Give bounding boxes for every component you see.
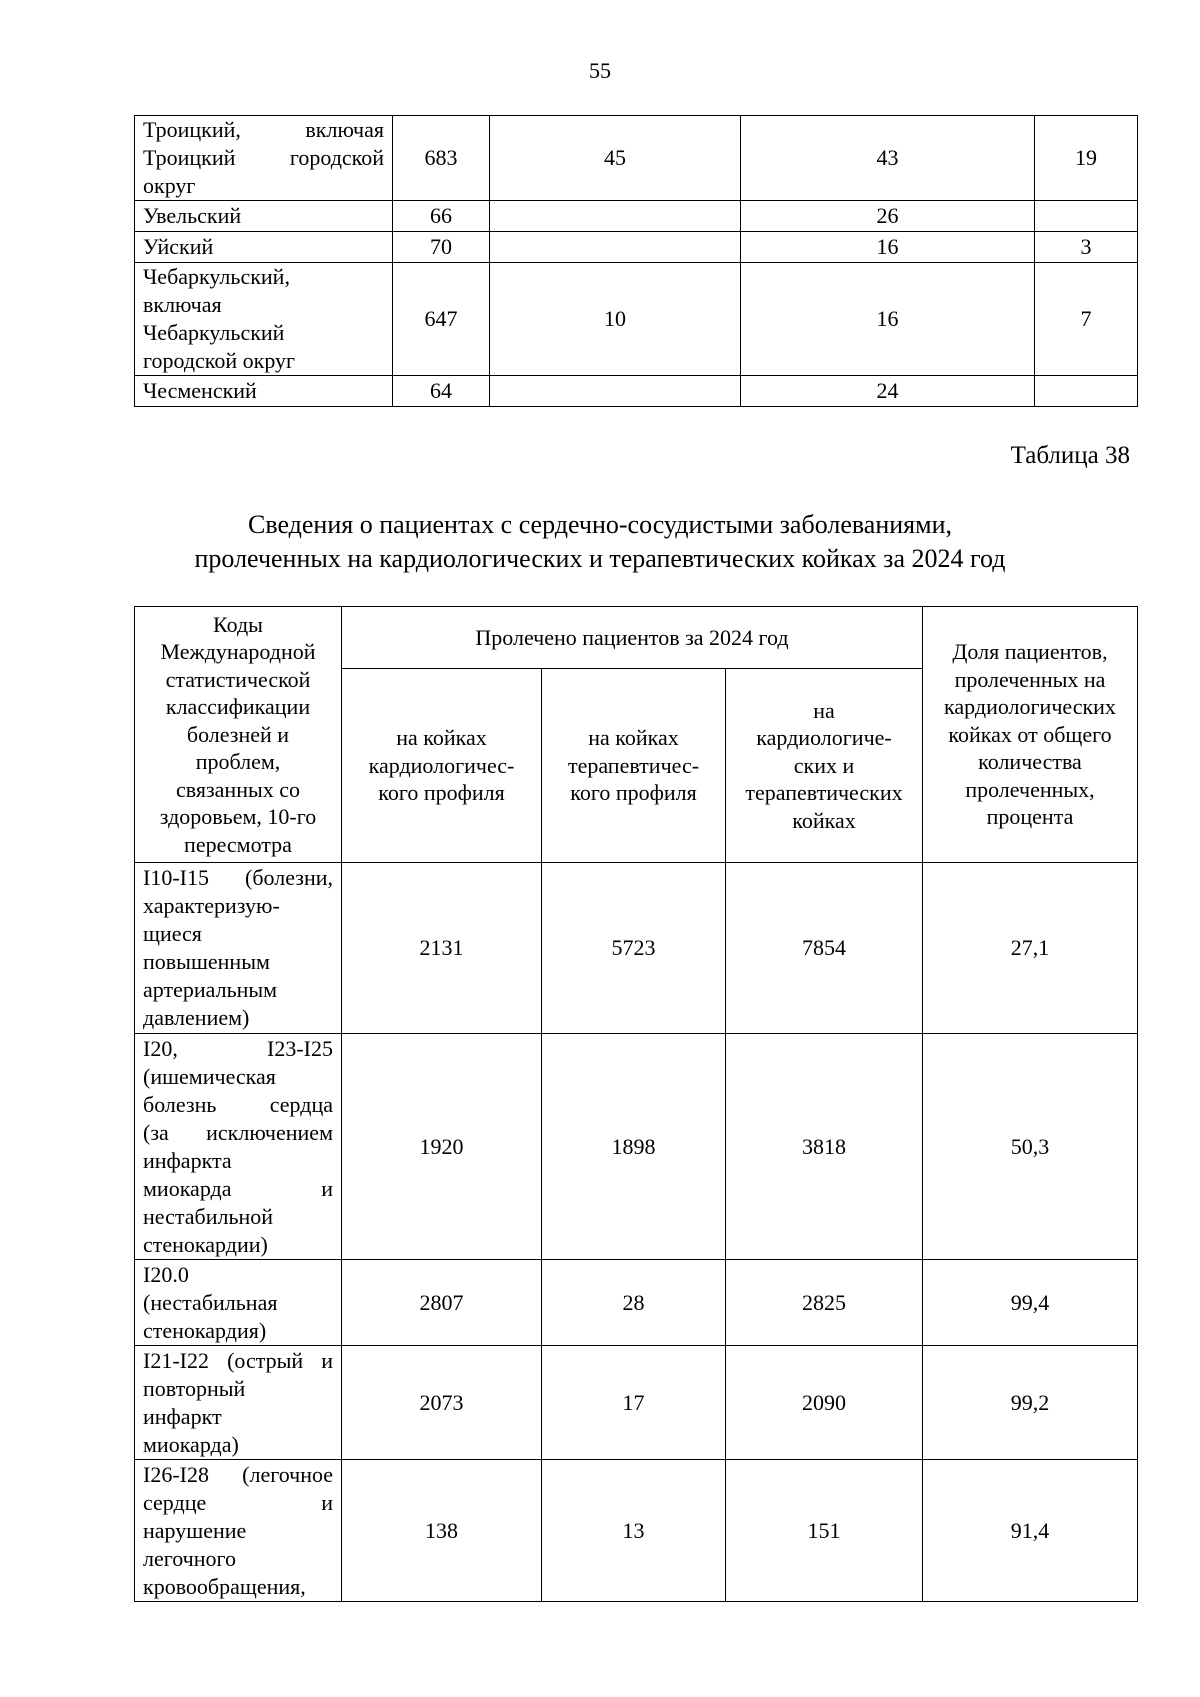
value-cell: 26 (741, 201, 1035, 232)
table-row (135, 1460, 1138, 1602)
value-cell: 50,3 (923, 1034, 1138, 1260)
value-cell: 2073 (342, 1346, 542, 1460)
name-line: сердце и (143, 1489, 333, 1515)
header-line: здоровьем, 10-го (159, 804, 317, 830)
header-line: Коды (213, 611, 263, 637)
value-cell: 7 (1035, 263, 1138, 376)
header-line: связанных со (175, 776, 301, 802)
value-cell: 28 (542, 1260, 726, 1346)
header-line: статистической (165, 666, 311, 692)
value-cell: 2807 (342, 1260, 542, 1346)
header-line: терапевтичес- (567, 752, 700, 778)
share-header (923, 607, 1138, 863)
name-line: артериальным (143, 977, 278, 1002)
value-cell: 647 (393, 263, 490, 376)
name-line: городской округ (143, 348, 296, 373)
header-line: койках (792, 807, 856, 833)
header-line: классификации (165, 694, 311, 720)
name-line: (ишемическая (143, 1063, 276, 1089)
treated-group-header: Пролечено пациентов за 2024 год (342, 607, 923, 669)
value-cell: 3818 (726, 1034, 923, 1260)
region-name-cell (135, 376, 393, 407)
value-cell: 2131 (342, 863, 542, 1034)
table-row (135, 263, 1138, 376)
header-line: ских и (793, 752, 855, 778)
value-cell: 2090 (726, 1346, 923, 1460)
header-line: кардиологиче- (756, 725, 892, 751)
table-row (135, 116, 1138, 201)
header-line: койках от общего (948, 721, 1112, 747)
header-line: кого профиля (570, 780, 697, 806)
region-name-cell (135, 116, 393, 201)
region-name-cell (135, 232, 393, 263)
value-cell: 16 (741, 232, 1035, 263)
name-line: инфаркта (143, 1147, 232, 1173)
icd-code-cell (135, 1260, 342, 1346)
header-line: болезней и (186, 721, 290, 747)
value-cell: 99,2 (923, 1346, 1138, 1460)
icd-code-cell (135, 863, 342, 1034)
header-line: терапевтических (745, 780, 903, 806)
table-caption: Таблица 38 (1010, 442, 1130, 469)
name-line: Чесменский (143, 378, 257, 403)
top-table (134, 115, 1138, 407)
table-title (0, 508, 1200, 576)
region-name-cell (135, 263, 393, 376)
value-cell: 13 (542, 1460, 726, 1602)
value-cell: 151 (726, 1460, 923, 1602)
header-line: на койках (588, 725, 679, 751)
region-name-cell (135, 201, 393, 232)
value-cell: 10 (490, 263, 741, 376)
value-cell: 5723 (542, 863, 726, 1034)
value-cell (490, 201, 741, 232)
header-line: пересмотра (184, 831, 292, 857)
table-title-line: Сведения о пациентах с сердечно-сосудистыми заболеваниями, (247, 510, 952, 539)
name-line: Троицкий, включая (143, 117, 384, 142)
name-line: характеризую- (143, 893, 280, 918)
value-cell: 1920 (342, 1034, 542, 1260)
name-line: легочного (143, 1545, 236, 1571)
name-line: I10-I15 (болезни, (143, 865, 333, 890)
name-line: инфаркт (143, 1403, 222, 1429)
value-cell (1035, 201, 1138, 232)
both-beds-header (726, 669, 923, 863)
codes-header (135, 607, 342, 863)
header-line: проблем, (195, 749, 281, 775)
name-line: нестабильной (143, 1203, 274, 1229)
name-line: I20, I23-I25 (143, 1035, 333, 1061)
value-cell: 27,1 (923, 863, 1138, 1034)
value-cell (1035, 376, 1138, 407)
name-line: кровообращения, (143, 1573, 306, 1599)
icd-code-cell (135, 1460, 342, 1602)
main-table (134, 606, 1138, 1602)
header-line: кардиологичес- (368, 752, 515, 778)
value-cell: 3 (1035, 232, 1138, 263)
name-line: включая (143, 292, 222, 317)
name-line: давлением) (143, 1005, 250, 1030)
table-row (135, 201, 1138, 232)
name-line: нарушение (143, 1517, 247, 1543)
header-line: кардиологических (944, 694, 1116, 720)
name-line: округ (143, 173, 196, 198)
name-line: Троицкий городской (143, 145, 384, 170)
header-line: процента (986, 804, 1074, 830)
header-line: пролеченных, (965, 776, 1095, 802)
header-line: количества (978, 749, 1082, 775)
name-line: щиеся (143, 921, 202, 946)
table-row (135, 232, 1138, 263)
value-cell: 7854 (726, 863, 923, 1034)
name-line: повторный (143, 1375, 246, 1401)
therapy-beds-header (542, 669, 726, 863)
name-line: Уйский (143, 234, 214, 259)
name-line: стенокардии) (143, 1231, 268, 1257)
name-line: I20.0 (143, 1261, 189, 1287)
header-line: на (813, 697, 835, 723)
value-cell: 66 (393, 201, 490, 232)
name-line: миокарда и (143, 1175, 333, 1201)
table-title-line: пролеченных на кардиологических и терапевтических койках за 2024 год (194, 544, 1006, 573)
header-line: пролеченных на (954, 666, 1106, 692)
name-line: I21-I22 (острый и (143, 1347, 333, 1373)
header-line: на койках (396, 725, 487, 751)
name-line: (нестабильная (143, 1289, 278, 1315)
icd-code-cell (135, 1346, 342, 1460)
name-line: Чебаркульский, (143, 264, 290, 289)
icd-code-cell (135, 1034, 342, 1260)
name-line: болезнь сердца (143, 1091, 333, 1117)
name-line: (за исключением (143, 1119, 333, 1145)
cardio-beds-header (342, 669, 542, 863)
table-row (135, 1346, 1138, 1460)
table-row (135, 1260, 1138, 1346)
value-cell: 1898 (542, 1034, 726, 1260)
table-row (135, 376, 1138, 407)
name-line: Чебаркульский (143, 320, 285, 345)
value-cell: 2825 (726, 1260, 923, 1346)
value-cell: 91,4 (923, 1460, 1138, 1602)
value-cell: 683 (393, 116, 490, 201)
value-cell (490, 232, 741, 263)
table-row (135, 863, 1138, 1034)
value-cell: 45 (490, 116, 741, 201)
value-cell: 19 (1035, 116, 1138, 201)
name-line: Увельский (143, 203, 242, 228)
value-cell: 99,4 (923, 1260, 1138, 1346)
header-line: Доля пациентов, (952, 639, 1108, 665)
value-cell: 138 (342, 1460, 542, 1602)
table-row (135, 1034, 1138, 1260)
value-cell: 43 (741, 116, 1035, 201)
value-cell: 70 (393, 232, 490, 263)
header-line: кого профиля (378, 780, 505, 806)
name-line: повышенным (143, 949, 270, 974)
name-line: I26-I28 (легочное (143, 1461, 333, 1487)
value-cell: 24 (741, 376, 1035, 407)
page-number: 55 (589, 58, 611, 83)
value-cell: 16 (741, 263, 1035, 376)
header-row (135, 607, 1138, 669)
value-cell (490, 376, 741, 407)
value-cell: 17 (542, 1346, 726, 1460)
name-line: стенокардия) (143, 1317, 267, 1343)
header-line: Международной (160, 639, 316, 665)
name-line: миокарда) (143, 1431, 239, 1457)
value-cell: 64 (393, 376, 490, 407)
